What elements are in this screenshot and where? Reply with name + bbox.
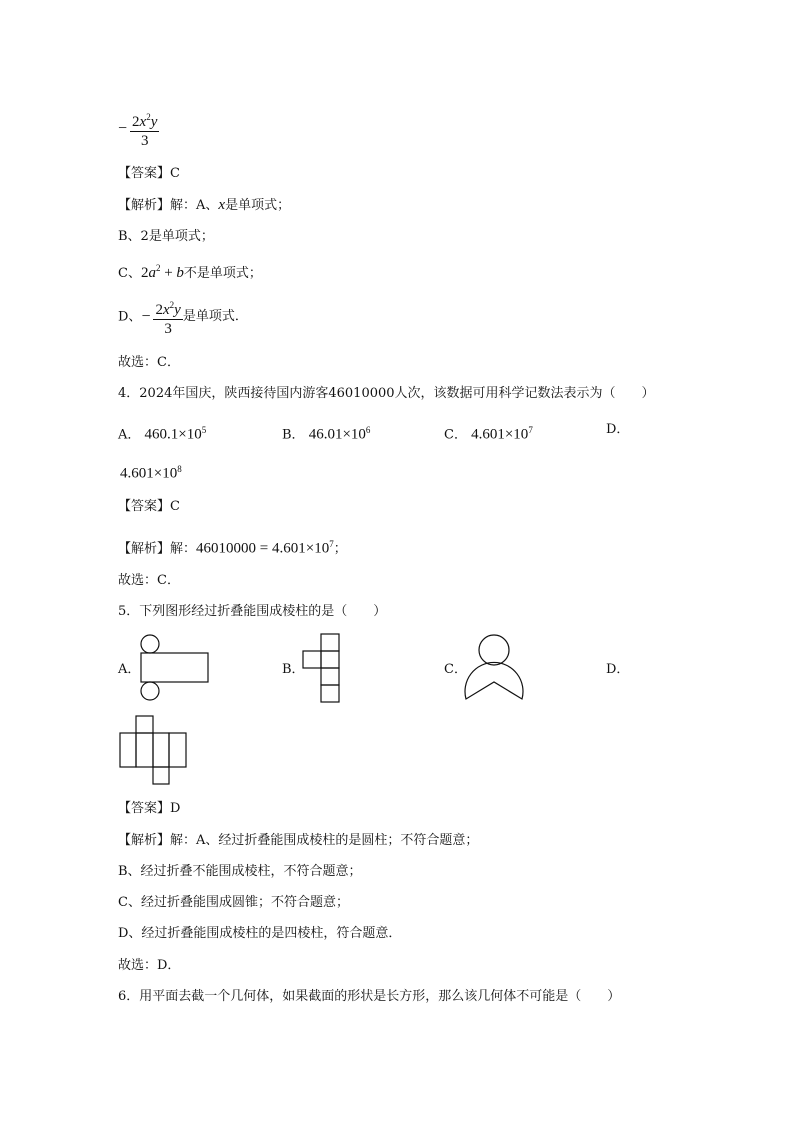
q4-answer: 【答案】C bbox=[118, 499, 180, 514]
q3-analysis-d: D、− $\frac{2x^2y}{3}$ 是单项式． bbox=[118, 300, 248, 337]
q4-analysis: 【解析】解：$46010000 = 4.601\times 10^7$； bbox=[118, 539, 347, 557]
cone-net-figure bbox=[462, 632, 526, 706]
q4-conclusion: 故选：C． bbox=[118, 573, 180, 588]
q3-analysis-b: B、2是单项式； bbox=[118, 229, 214, 244]
top-fraction bbox=[118, 108, 159, 150]
q5-question: 5．下列图形经过折叠能围成棱柱的是（ ） bbox=[118, 604, 387, 619]
q6-question: 6．用平面去截一个几何体，如果截面的形状是长方形，那么该几何体不可能是（ ） bbox=[118, 989, 621, 1004]
cylinder-net-figure bbox=[138, 632, 212, 706]
q5-analysis-c: C、经过折叠能围成圆锥；不符合题意； bbox=[118, 895, 349, 910]
q4-option-d-label: D． bbox=[606, 422, 630, 437]
q5-option-b-label: B． bbox=[282, 662, 305, 677]
square-net-figure bbox=[302, 632, 346, 706]
q3-analysis-a: 【解析】解：A、x是单项式； bbox=[118, 197, 291, 213]
q5-conclusion: 故选：D． bbox=[118, 958, 181, 973]
q3-answer: 【答案】C bbox=[118, 166, 180, 181]
prism-net-figure bbox=[118, 714, 190, 788]
minus-sign: − bbox=[118, 120, 128, 137]
q5-analysis-a: 【解析】解：A、经过折叠能围成棱柱的是圆柱；不符合题意； bbox=[118, 833, 479, 848]
q4-option-b: B． $46.01\times 10^6$ bbox=[282, 425, 371, 443]
fraction: $\frac{2x^2y}{3}$ bbox=[132, 112, 158, 149]
q3-analysis-c: C、$2a^2 + b$不是单项式； bbox=[118, 263, 262, 281]
q4-question: 4．2024年国庆，陕西接待国内游客46010000人次，该数据可用科学记数法表示为（ ） bbox=[118, 386, 655, 401]
q5-option-a-label: A． bbox=[118, 662, 141, 677]
q4-option-a: A． $460.1\times 10^5$ bbox=[118, 425, 207, 443]
q3-conclusion: 故选：C． bbox=[118, 355, 180, 370]
q5-analysis-d: D、经过折叠能围成棱柱的是四棱柱，符合题意． bbox=[118, 926, 402, 941]
q4-option-d: $4.601\times 10^8$ bbox=[120, 464, 182, 482]
q5-answer: 【答案】D bbox=[118, 801, 181, 816]
q5-option-c-label: C． bbox=[444, 662, 467, 677]
q4-option-c: C． $4.601\times 10^7$ bbox=[444, 425, 533, 443]
q5-option-d-label: D． bbox=[606, 662, 630, 677]
q5-analysis-b: B、经过折叠不能围成棱柱，不符合题意； bbox=[118, 864, 362, 879]
